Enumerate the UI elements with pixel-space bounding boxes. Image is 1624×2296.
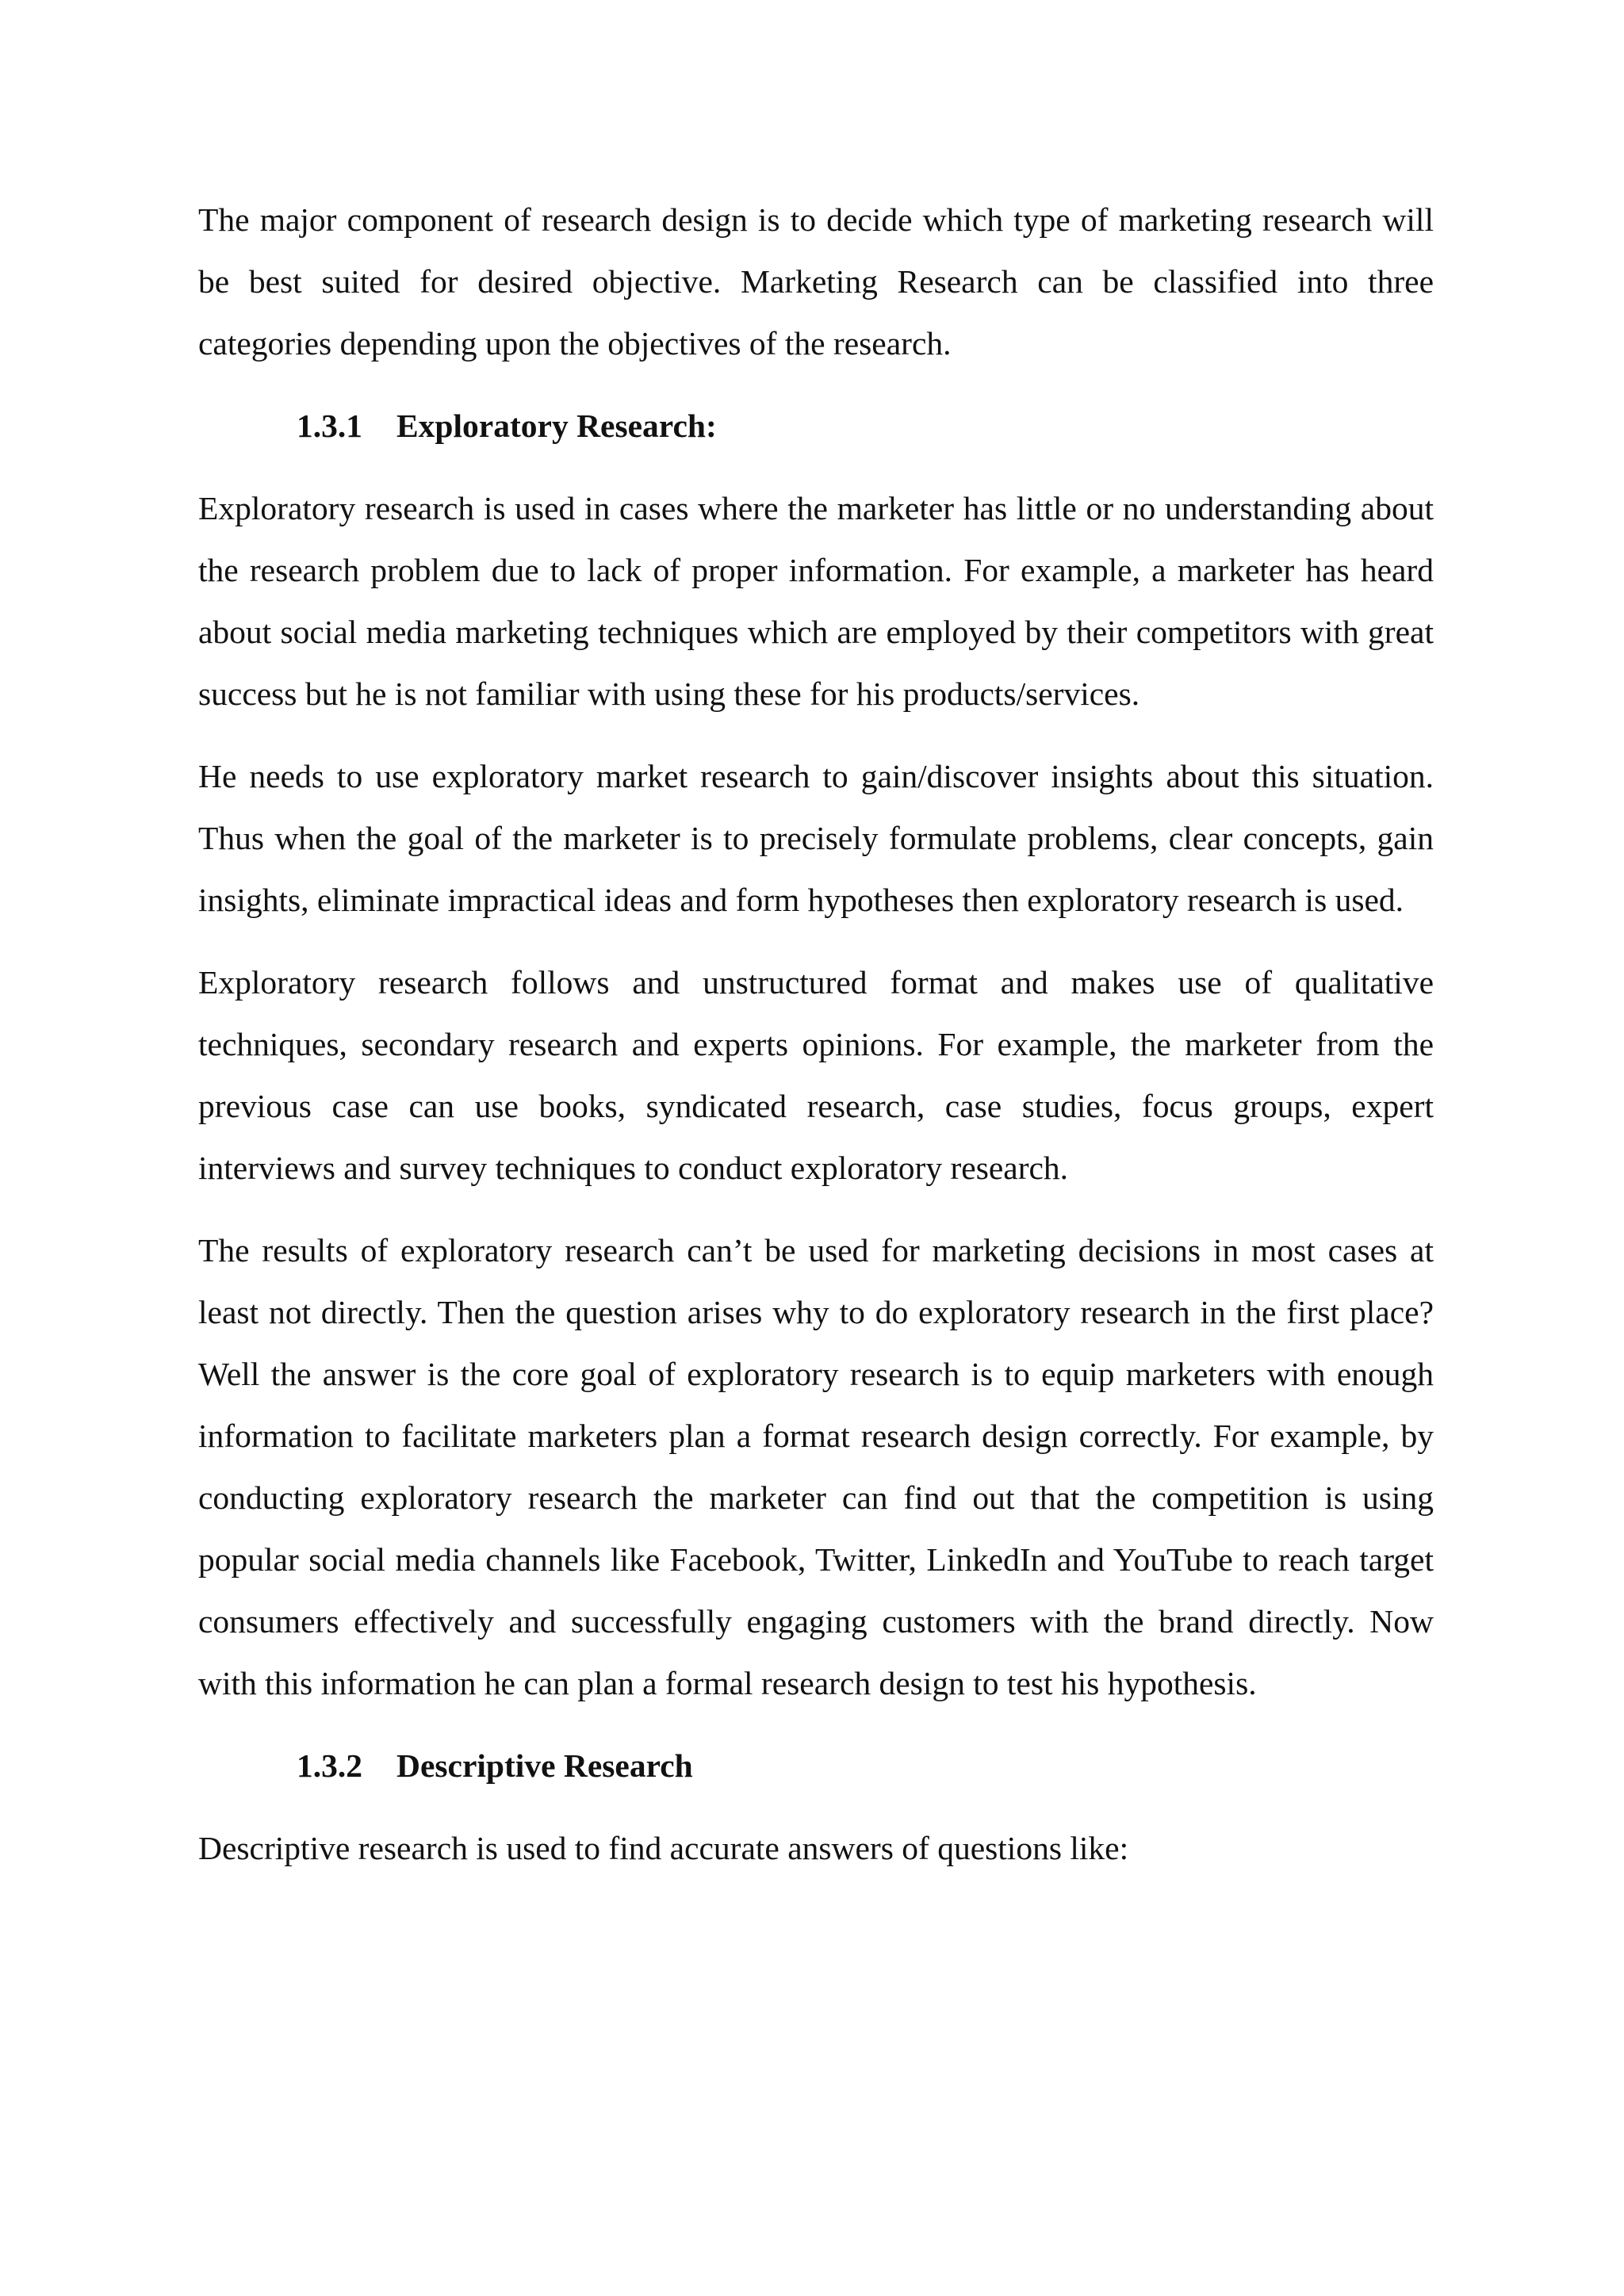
body-paragraph: Descriptive research is used to find accurate answers of questions like: xyxy=(198,1830,1129,1866)
body-paragraph: The results of exploratory research can’t be used for marketing decisions in most cases at least not directly. Then the question arises why to do exploratory research in the first place? Well the answer is the core goal of exploratory research is to equip marketers with enough information to facilitate marketers plan a format research design correctly. For example, by conducting exploratory research the marketer can find out that the competition is using popular social media channels like Facebook, Twitter, LinkedIn and YouTube to reach target consumers effectively and successfully engaging customers with the brand directly. Now with this information he can plan a formal research design to test his hypothesis. xyxy=(198,1232,1434,1701)
section-heading-descriptive xyxy=(198,1735,1434,1797)
body-paragraph: He needs to use exploratory market research to gain/discover insights about this situation. Thus when the goal of the marketer is to precisely formulate problems, clear concepts, gain insights, eliminate impractical ideas and form hypotheses then exploratory research is used. xyxy=(198,758,1434,918)
section-heading-exploratory xyxy=(198,395,1434,457)
body-paragraph: Exploratory research is used in cases where the marketer has little or no understanding about the research problem due to lack of proper information. For example, a marketer has heard about social media marketing techniques which are employed by their competitors with great success but he is not familiar with using these for his products/services. xyxy=(198,490,1434,712)
section-number: 1.3.1 xyxy=(297,408,362,444)
document-body xyxy=(198,189,1434,1900)
section-title: Exploratory Research: xyxy=(396,408,717,444)
body-paragraph: Exploratory research follows and unstructured format and makes use of qualitative techniques, secondary research and experts opinions. For example, the marketer from the previous case can use books, syndicated research, case studies, focus groups, expert interviews and survey techniques to conduct exploratory research. xyxy=(198,964,1434,1186)
section-number: 1.3.2 xyxy=(297,1747,362,1784)
intro-paragraph: The major component of research design is to decide which type of marketing research will be best suited for desired objective. Marketing Research can be classified into three categories depending upon the objectives of the research. xyxy=(198,201,1434,362)
section-title: Descriptive Research xyxy=(396,1747,693,1784)
